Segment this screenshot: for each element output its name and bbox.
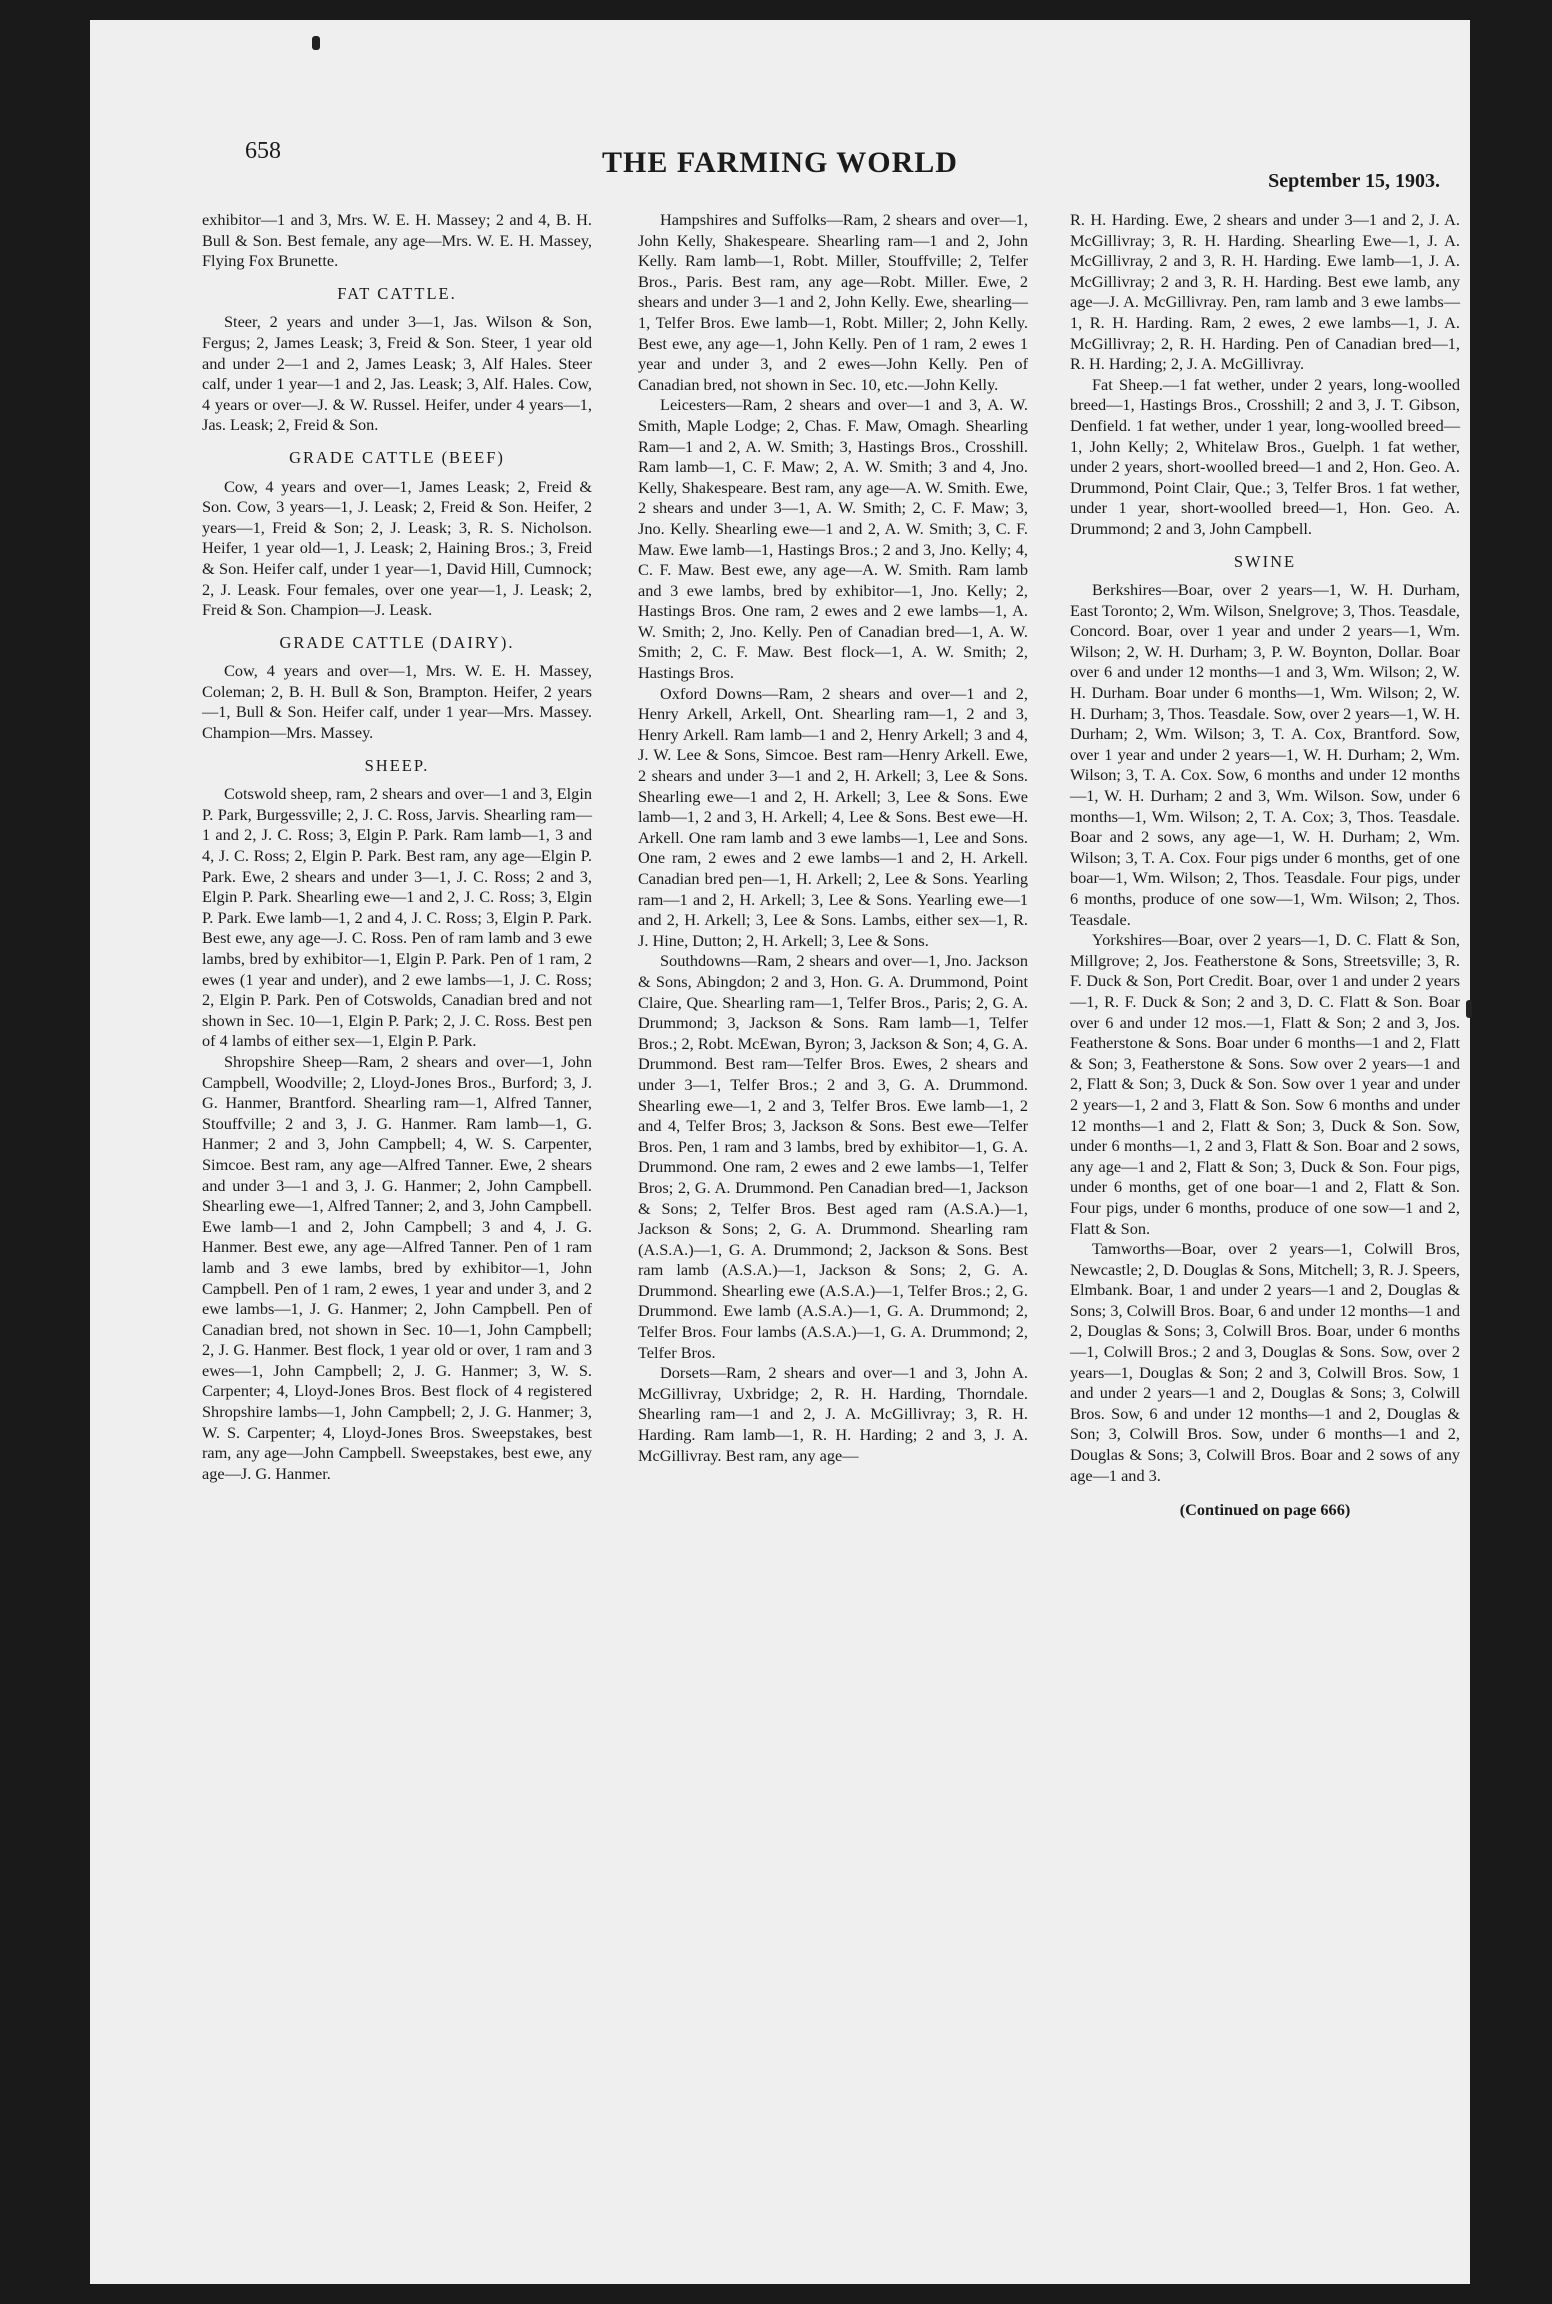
- paragraph: Southdowns—Ram, 2 shears and over—1, Jno. Jackson & Sons, Abingdon; 2 and 3, Hon. G. A. Drummond, Point Claire, Que. Shearling ram—1, Telfer Bros., Paris; 2, G. A. Drummond; 3, Jackson & Sons. Ram lamb—1, Telfer Bros.; 2, Robt. McEwan, Byron; 3, Jackson & Son; 4, G. A. Drummond. Best ram—Telfer Bros. Ewes, 2 shears and under 3—1, Telfer Bros.; 2 and 3, G. A. Drummond. Shearling ewe—1, 2 and 3, Telfer Bros. Ewe lamb—1, 2 and 4, Telfer Bros; 3, Jackson & Sons. Best ewe—Telfer Bros. Pen, 1 ram and 3 lambs, bred by exhibitor—1, G. A. Drummond. One ram, 2 ewes and 2 ewe lambs—1, Telfer Bros; 2, G. A. Drummond. Pen Canadian bred—1, Jackson & Sons; 2, Telfer Bros. Best aged ram (A.S.A.)—1, Jackson & Sons; 2, G. A. Drummond. Shearling ram (A.S.A.)—1, G. A. Drummond; 2, Jackson & Sons. Best ram lamb (A.S.A.)—1, Jackson & Sons; 2, G. A. Drummond. Shearling ewe (A.S.A.)—1, Telfer Bros.; 2, G. Drummond. Ewe lamb (A.S.A.)—1, G. A. Drummond; 2, Telfer Bros. Four lambs (A.S.A.)—1, G. A. Drummond; 2, Telfer Bros.: [638, 951, 1028, 1362]
- paragraph: Cow, 4 years and over—1, Mrs. W. E. H. Massey, Coleman; 2, B. H. Bull & Son, Brampton. Heifer, 2 years—1, Bull & Son. Heifer calf, under 1 year—Mrs. Massey. Champion—Mrs. Massey.: [202, 661, 592, 743]
- section-heading-sheep: SHEEP.: [364, 755, 430, 775]
- paragraph: Steer, 2 years and under 3—1, Jas. Wilson & Son, Fergus; 2, James Leask; 3, Freid & Son. Steer, 1 year old and under 2—1 and 2, James Leask; 3, Alf Hales. Steer calf, under 1 year—1 and 2, Jas. Leask; 3, Alf. Hales. Cow, 4 years or over—J. & W. Russel. Heifer, under 4 years—1, Jas. Leask; 2, Freid & Son.: [202, 312, 592, 435]
- paragraph: Cow, 4 years and over—1, James Leask; 2, Freid & Son. Cow, 3 years—1, J. Leask; 2, Freid & Son. Heifer, 2 years—1, Freid & Son; 2, J. Leask; 3, R. S. Nicholson. Heifer, 1 year old—1, J. Leask; 2, Haining Bros.; 3, Freid & Son. Heifer calf, under 1 year—1, David Hill, Cumnock; 2, J. Leask. Four females, over one year—1, J. Leask; 2, Freid & Son. Champion—J. Leask.: [202, 476, 592, 620]
- paragraph: Dorsets—Ram, 2 shears and over—1 and 3, John A. McGillivray, Uxbridge; 2, R. H. Harding, Thorndale. Shearling ram—1 and 2, J. A. McGillivray; 3, R. H. Harding. Ram lamb—1, R. H. Harding; 2 and 3, J. A. McGillivray. Best ram, any age—: [638, 1363, 1028, 1465]
- issue-date: September 15, 1903.: [1268, 170, 1440, 192]
- paragraph: Shropshire Sheep—Ram, 2 shears and over—1, John Campbell, Woodville; 2, Lloyd-Jones Bros., Burford; 3, J. G. Hanmer, Brantford. Shearling ram—1, Alfred Tanner, Stouffville; 2 and 3, J. G. Hanmer. Ram lamb—1, G. Hanmer; 2 and 3, John Campbell; 4, W. S. Carpenter, Simcoe. Best ram, any age—Alfred Tanner. Ewe, 2 shears and under 3—1 and 3, J. G. Hanmer; 2, John Campbell. Shearling ewe—1, Alfred Tanner; 2, and 3, John Campbell. Ewe lamb—1 and 2, John Campbell; 3 and 4, J. G. Hanmer. Best ewe, any age—Alfred Tanner. Pen of 1 ram lamb and 3 ewe lambs, bred by exhibitor—1, John Campbell. Pen of 1 ram, 2 ewes, 1 year and under 3, and 2 ewe lambs—1, J. G. Hanmer; 2, John Campbell. Pen of Canadian bred, not shown in Sec. 10—1, John Campbell; 2, J. G. Hanmer. Best flock, 1 year old or over, 1 ram and 3 ewes—1, John Campbell; 2, J. G. Hanmer; 3, W. S. Carpenter; 4, Lloyd-Jones Bros. Best flock of 4 registered Shropshire lambs—1, John Campbell; 2, J. G. Hanmer; 3, W. S. Carpenter; 4, Lloyd-Jones Bros. Sweepstakes, best ram, any age—John Campbell. Sweepstakes, best ewe, any age—J. G. Hanmer.: [202, 1051, 592, 1483]
- section-heading-grade-cattle-beef: GRADE CATTLE (BEEF): [289, 447, 505, 467]
- ink-speck: [1466, 1000, 1472, 1018]
- column-3: [1070, 210, 1460, 1521]
- paragraph: Oxford Downs—Ram, 2 shears and over—1 and 2, Henry Arkell, Arkell, Ont. Shearling ram—1, 2 and 3, Henry Arkell. Ram lamb—1 and 2, Henry Arkell; 3 and 4, J. W. Lee & Sons, Simcoe. Best ram—Henry Arkell. Ewe, 2 shears and under 3—1 and 2, H. Arkell; 3, Lee & Sons. Shearling ewe—1 and 2, H. Arkell; 3, Lee & Sons. Ewe lamb—1, 2 and 3, H. Arkell; 4, Lee & Sons. Best ewe—H. Arkell. One ram lamb and 3 ewe lambs—1, Lee and Sons. One ram, 2 ewes and 2 ewe lambs—1 and 2, H. Arkell. Canadian bred pen—1, H. Arkell; 2, Lee & Sons. Yearling ram—1 and 2, H. Arkell; 3, Lee & Sons. Yearling ewe—1 and 2, H. Arkell; 3, Lee & Sons. Lambs, either sex—1, R. J. Hine, Dutton; 2, H. Arkell; 3, Lee & Sons.: [638, 683, 1028, 950]
- continued-note: (Continued on page 666): [1179, 1500, 1351, 1520]
- section-heading-fat-cattle: FAT CATTLE.: [337, 283, 457, 303]
- paragraph: Fat Sheep.—1 fat wether, under 2 years, long-woolled breed—1, Hastings Bros., Crosshill; 2 and 3, J. T. Gibson, Denfield. 1 fat wether, under 1 year, long-woolled breed—1, John Kelly; 2, Whitelaw Bros., Guelph. 1 fat wether, under 2 years, short-woolled breed—1 and 2, Hon. Geo. A. Drummond, Point Clair, Que.; 3, Telfer Bros. 1 fat wether, under 1 year, short-woolled breed—1, Hon. Geo. A. Drummond; 2 and 3, John Campbell.: [1070, 374, 1460, 538]
- column-1: [202, 210, 592, 1484]
- paragraph: Tamworths—Boar, over 2 years—1, Colwill Bros, Newcastle; 2, D. Douglas & Sons, Mitchell; 3, R. J. Speers, Elmbank. Boar, 1 and under 2 years—1 and 2, Douglas & Sons; 3, Colwill Bros. Boar, 6 and under 12 months—1 and 2, Douglas & Sons; 3, Colwill Bros. Boar, under 6 months—1, Colwill Bros.; 2 and 3, Douglas & Sons. Sow, over 2 years—1, Douglas & Son; 2 and 3, Colwill Bros. Sow, 1 and under 2 years—1 and 2, Douglas & Sons; 3, Colwill Bros. Sow, 6 and under 12 months—1 and 2, Douglas & Son; 3, Colwill Bros. Sow, under 6 months—1 and 2, Douglas & Sons; 3, Colwill Bros. Boar and 2 sows of any age—1 and 3.: [1070, 1239, 1460, 1485]
- newspaper-page: [90, 20, 1470, 2284]
- masthead-title: THE FARMING WORLD: [602, 146, 958, 179]
- column-2: [638, 210, 1028, 1466]
- paragraph: Berkshires—Boar, over 2 years—1, W. H. Durham, East Toronto; 2, Wm. Wilson, Snelgrove; 3, Thos. Teasdale, Concord. Boar, over 1 year and under 2 years—1, Wm. Wilson; 2, W. H. Durham; 3, P. W. Boynton, Dollar. Boar over 6 and under 12 months—1 and 3, Wm. Wilson; 2, W. H. Durham. Boar under 6 months—1, Wm. Wilson; 2, W. H. Durham; 3, Thos. Teasdale. Sow, over 2 years—1, W. H. Durham; 2, Wm. Wilson; 3, T. A. Cox, Brantford. Sow, over 1 year and under 2 years—1, W. H. Durham; 2, Wm. Wilson; 3, T. A. Cox. Sow, 6 months and under 12 months—1, W. H. Durham; 2 and 3, Wm. Wilson. Sow, under 6 months—1, Wm. Wilson; 2, T. A. Cox; 3, Thos. Teasdale. Boar and 2 sows, any age—1, W. H. Durham; 2, Wm. Wilson; 3, T. A. Cox. Four pigs under 6 months, get of one boar—1, Wm. Wilson; 2, Thos. Teasdale. Four pigs, under 6 months, produce of one sow—1, Wm. Wilson; 2, Thos. Teasdale.: [1070, 580, 1460, 929]
- ink-speck: [312, 36, 320, 50]
- paragraph: exhibitor—1 and 3, Mrs. W. E. H. Massey; 2 and 4, B. H. Bull & Son. Best female, any age—Mrs. W. E. H. Massey, Flying Fox Brunette.: [202, 210, 592, 271]
- paragraph: Cotswold sheep, ram, 2 shears and over—1 and 3, Elgin P. Park, Burgessville; 2, J. C. Ross, Jarvis. Shearling ram—1 and 2, J. C. Ross; 3, Elgin P. Park. Ram lamb—1, 3 and 4, J. C. Ross; 2, Elgin P. Park. Best ram, any age—Elgin P. Park. Ewe, 2 shears and under 3—1, J. C. Ross; 2 and 3, Elgin P. Park. Shearling ewe—1 and 2, J. C. Ross; 3, Elgin P. Park. Ewe lamb—1, 2 and 4, J. C. Ross; 3, Elgin P. Park. Best ewe, any age—J. C. Ross. Pen of ram lamb and 3 ewe lambs, bred by exhibitor—1, Elgin P. Park. Pen of 1 ram, 2 ewes (1 year and under), and 2 ewe lambs—1, J. C. Ross; 2, Elgin P. Park. Pen of Cotswolds, Canadian bred and not shown in Sec. 10—1, Elgin P. Park; 2, J. C. Ross. Best pen of 4 lambs of either sex—1, Elgin P. Park.: [202, 784, 592, 1051]
- section-heading-grade-cattle-dairy: GRADE CATTLE (DAIRY).: [279, 632, 515, 652]
- page-number: 658: [245, 138, 281, 164]
- paragraph: Yorkshires—Boar, over 2 years—1, D. C. Flatt & Son, Millgrove; 2, Jos. Featherstone & Sons, Streetsville; 3, R. F. Duck & Son, Port Credit. Boar, over 1 and under 2 years—1, R. F. Duck & Son; 2 and 3, D. C. Flatt & Son. Boar over 6 and under 12 mos.—1, Flatt & Son; 2 and 3, Jos. Featherstone & Sons. Boar under 6 months—1 and 2, Flatt & Son; 3, Featherstone & Sons. Sow over 2 years—1 and 2, Flatt & Son; 3, Duck & Son. Sow over 1 year and under 2 years—1, 2 and 3, Flatt & Son. Sow 6 months and under 12 months—1 and 2, Flatt & Son; 3, Duck & Son. Sow, under 6 months—1, 2 and 3, Flatt & Son. Boar and 2 sows, any age—1 and 2, Flatt & Son; 3, Duck & Son. Four pigs, under 6 months, get of one boar—1 and 2, Flatt & Son. Four pigs, under 6 months, produce of one sow—1 and 2, Flatt & Son.: [1070, 930, 1460, 1238]
- section-heading-swine: SWINE: [1233, 551, 1297, 571]
- paragraph: Hampshires and Suffolks—Ram, 2 shears and over—1, John Kelly, Shakespeare. Shearling ram—1 and 2, John Kelly. Ram lamb—1, Robt. Miller, Stouffville; 2, Telfer Bros., Paris. Best ram, any age—Robt. Miller. Ewe, 2 shears and under 3—1 and 2, John Kelly. Ewe, shearling—1, Telfer Bros. Ewe lamb—1, Robt. Miller; 2, John Kelly. Best ewe, any age—1, John Kelly. Pen of 1 ram, 2 ewes 1 year and under 3, and 2 ewes—John Kelly. Pen of Canadian bred, not shown in Sec. 10, etc.—John Kelly.: [638, 210, 1028, 394]
- paragraph: R. H. Harding. Ewe, 2 shears and under 3—1 and 2, J. A. McGillivray; 3, R. H. Harding. Shearling Ewe—1, J. A. McGillivray, 2 and 3, R. H. Harding. Ewe lamb—1, J. A. McGillivray; 2 and 3, R. H. Harding. Best ewe lamb, any age—J. A. McGillivray. Pen, ram lamb and 3 ewe lambs—1, R. H. Harding. Ram, 2 ewes, 2 ewe lambs—1, J. A. McGillivray; 2, R. H. Harding. Pen of Canadian bred—1, R. H. Harding; 2, J. A. McGillivray.: [1070, 210, 1460, 374]
- paragraph: Leicesters—Ram, 2 shears and over—1 and 3, A. W. Smith, Maple Lodge; 2, Chas. F. Maw, Omagh. Shearling Ram—1 and 2, A. W. Smith; 3, Hastings Bros., Crosshill. Ram lamb—1, C. F. Maw; 2, A. W. Smith; 3 and 4, Jno. Kelly, Shakespeare. Best ram, any age—A. W. Smith. Ewe, 2 shears and under 3—1, A. W. Smith; 2, C. F. Maw; 3, Jno. Kelly. Shearling ewe—1 and 2, A. W. Smith; 3, C. F. Maw. Ewe lamb—1, Hastings Bros.; 2 and 3, Jno. Kelly; 4, C. F. Maw. Best ewe, any age—A. W. Smith. Ram lamb and 3 ewe lambs, bred by exhibitor—1, Jno. Kelly; 2, Hastings Bros. One ram, 2 ewes and 2 ewe lambs—1, A. W. Smith; 2, Jno. Kelly. Pen of Canadian bred—1, A. W. Smith; 2, C. F. Maw. Best flock—1, A. W. Smith; 2, Hastings Bros.: [638, 395, 1028, 683]
